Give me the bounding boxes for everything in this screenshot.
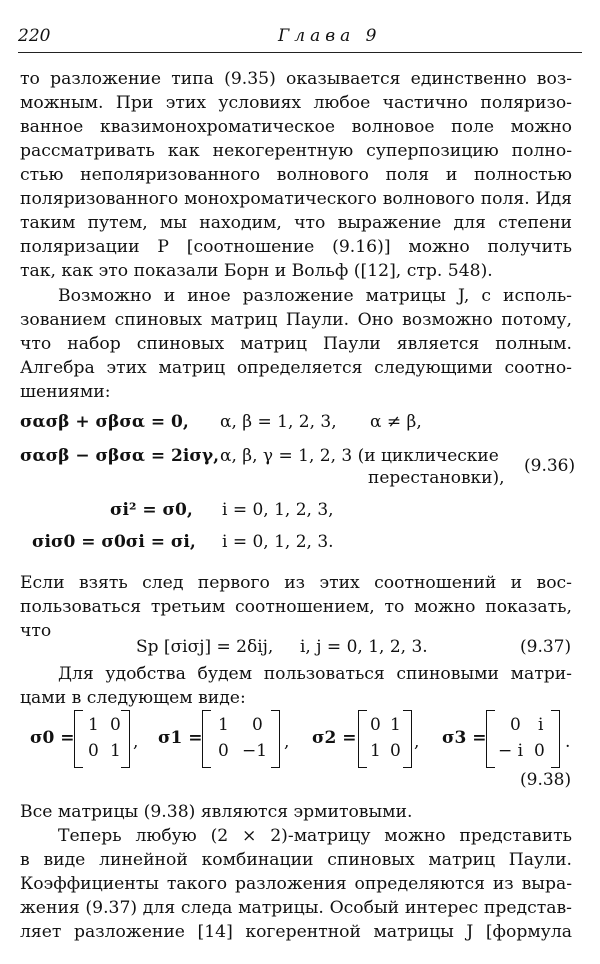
- text-line: Все матрицы (9.38) являются эрмитовыми.: [20, 802, 413, 822]
- eq-lhs: σi² = σ0,: [110, 500, 193, 520]
- eq-condition: α ≠ β,: [370, 412, 422, 432]
- matrix-name: σ3 =: [442, 728, 487, 748]
- text-line: в виде линейной комбинации спиновых матриц Паули.: [20, 850, 572, 870]
- equation-number: (9.36): [524, 456, 576, 476]
- text-line: ляет разложение [14] когерентной матрицы J [формула: [20, 922, 572, 942]
- equation-number: (9.37): [520, 637, 572, 657]
- page-number: 220: [18, 26, 51, 46]
- header-rule: [18, 52, 582, 53]
- eq-lhs: σiσ0 = σ0σi = σi,: [32, 532, 196, 552]
- text-line: так, как это показали Борн и Вольф ([12], стр. 548).: [20, 261, 493, 281]
- eq-condition: перестановки),: [368, 468, 505, 488]
- matrix-sigma2: 0 1 1 0: [358, 710, 412, 770]
- equation-number: (9.38): [520, 770, 572, 790]
- eq-condition: α, β, γ = 1, 2, 3 (и циклические: [220, 446, 499, 466]
- matrix-name: σ0 =: [30, 728, 75, 748]
- matrix-sigma0: 1 0 0 1: [74, 710, 130, 770]
- text-line: Возможно и иное разложение матрицы J, с исполь-: [58, 286, 572, 306]
- text-line: шениями:: [20, 382, 111, 402]
- text-line: зованием спиновых матриц Паули. Оно возможно потому,: [20, 310, 572, 330]
- eq-condition: α, β = 1, 2, 3,: [220, 412, 337, 432]
- text-line: ванное квазимонохроматическое волновое поле можно: [20, 117, 572, 137]
- text-line: цами в следующем виде:: [20, 688, 246, 708]
- eq-condition: i = 0, 1, 2, 3.: [222, 532, 334, 552]
- eq-formula: Sp [σiσj] = 2δij,: [136, 637, 274, 657]
- matrix-sigma1: 1 0 0 −1: [202, 710, 280, 770]
- text-line: поляризации P [соотношение (9.16)] можно получить: [20, 237, 572, 257]
- text-line: Для удобства будем пользоваться спиновыми матри-: [58, 664, 572, 684]
- text-line: рассматривать как некогерентную суперпозицию полно-: [20, 141, 572, 161]
- text-line: что набор спиновых матриц Паули является полным.: [20, 334, 572, 354]
- text-line: Алгебра этих матриц определяется следующими соотно-: [20, 358, 572, 378]
- eq-condition: i, j = 0, 1, 2, 3.: [300, 637, 428, 657]
- chapter-title: Глава 9: [278, 26, 382, 46]
- separator: ,: [414, 732, 420, 752]
- matrix-sigma3: 0 i − i 0: [486, 710, 560, 770]
- text-line: жения (9.37) для следа матрицы. Особый интерес представ-: [20, 898, 572, 918]
- text-line: поляризованного монохроматического волнового поля. Идя: [20, 189, 572, 209]
- separator: ,: [133, 732, 139, 752]
- text-line: что: [20, 621, 52, 641]
- text-line: Теперь любую (2 × 2)-матрицу можно представить: [58, 826, 572, 846]
- text-line: пользоваться третьим соотношением, то можно показать,: [20, 597, 572, 617]
- text-line: стью неполяризованного волнового поля и полностью: [20, 165, 572, 185]
- matrix-name: σ2 =: [312, 728, 357, 748]
- separator: ,: [284, 732, 290, 752]
- text-line: Коэффициенты такого разложения определяются из выра-: [20, 874, 572, 894]
- eq-lhs: σασβ − σβσα = 2iσγ,: [20, 446, 220, 466]
- text-line: Если взять след первого из этих соотношений и вос-: [20, 573, 572, 593]
- text-line: то разложение типа (9.35) оказывается единственно воз-: [20, 69, 572, 89]
- eq-condition: i = 0, 1, 2, 3,: [222, 500, 334, 520]
- matrix-name: σ1 =: [158, 728, 203, 748]
- separator: .: [565, 732, 571, 752]
- text-line: таким путем, мы находим, что выражение для степени: [20, 213, 572, 233]
- eq-lhs: σασβ + σβσα = 0,: [20, 412, 189, 432]
- running-header: [18, 26, 578, 50]
- text-line: можным. При этих условиях любое частично поляризо-: [20, 93, 572, 113]
